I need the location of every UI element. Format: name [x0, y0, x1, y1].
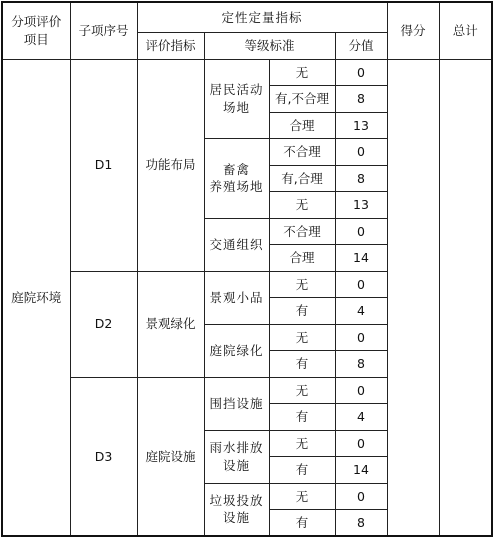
criterion-name: 围挡设施 [204, 377, 269, 430]
grade-level: 无 [269, 377, 335, 404]
grade-level: 无 [269, 59, 335, 86]
grade-points: 0 [335, 271, 387, 298]
total-cell [439, 59, 492, 536]
grade-level: 无 [269, 271, 335, 298]
grade-points: 0 [335, 59, 387, 86]
grade-level: 无 [269, 324, 335, 351]
grade-level: 合理 [269, 112, 335, 139]
header-indicator: 评价指标 [137, 32, 204, 59]
grade-points: 0 [335, 218, 387, 245]
header-total: 总计 [439, 2, 492, 59]
header-category: 分项评价 项目 [2, 2, 70, 59]
grade-points: 8 [335, 351, 387, 378]
grade-points: 8 [335, 86, 387, 113]
header-grade-standard: 等级标准 [204, 32, 335, 59]
header-score: 得分 [387, 2, 439, 59]
grade-level: 有 [269, 351, 335, 378]
grade-level: 有 [269, 510, 335, 537]
grade-level: 有 [269, 404, 335, 431]
grade-level: 有,合理 [269, 165, 335, 192]
header-points: 分值 [335, 32, 387, 59]
header-row [2, 2, 492, 32]
category-cell: 庭院环境 [2, 59, 70, 536]
grade-level: 有 [269, 457, 335, 484]
grade-points: 0 [335, 377, 387, 404]
grade-points: 0 [335, 324, 387, 351]
header-sub-no: 子项序号 [70, 2, 137, 59]
grade-points: 0 [335, 430, 387, 457]
grade-points: 0 [335, 483, 387, 510]
grade-points: 8 [335, 165, 387, 192]
table-header [2, 2, 492, 59]
grade-level: 不合理 [269, 218, 335, 245]
grade-level: 有 [269, 298, 335, 325]
grade-level: 无 [269, 483, 335, 510]
grade-level: 无 [269, 192, 335, 219]
criterion-name: 景观小品 [204, 271, 269, 324]
sub-item-indicator: 景观绿化 [137, 271, 204, 377]
grade-level: 合理 [269, 245, 335, 272]
table-row [2, 59, 492, 86]
grade-points: 13 [335, 192, 387, 219]
criterion-name: 交通组织 [204, 218, 269, 271]
sub-item-no: D2 [70, 271, 137, 377]
sub-item-indicator: 功能布局 [137, 59, 204, 271]
grade-points: 4 [335, 298, 387, 325]
grade-points: 0 [335, 139, 387, 166]
score-cell [387, 59, 439, 536]
grade-level: 有,不合理 [269, 86, 335, 113]
criterion-name: 居民活动 场地 [204, 59, 269, 139]
grade-points: 8 [335, 510, 387, 537]
table-body [2, 59, 492, 536]
grade-level: 不合理 [269, 139, 335, 166]
grade-level: 无 [269, 430, 335, 457]
sub-item-no: D1 [70, 59, 137, 271]
grade-points: 14 [335, 245, 387, 272]
criterion-name: 雨水排放 设施 [204, 430, 269, 483]
criterion-name: 垃圾投放 设施 [204, 483, 269, 536]
grade-points: 13 [335, 112, 387, 139]
criterion-name: 畜禽 养殖场地 [204, 139, 269, 219]
sub-item-no: D3 [70, 377, 137, 536]
evaluation-table [1, 1, 493, 537]
header-indicator-group: 定性定量指标 [137, 2, 387, 32]
sub-item-indicator: 庭院设施 [137, 377, 204, 536]
criterion-name: 庭院绿化 [204, 324, 269, 377]
grade-points: 4 [335, 404, 387, 431]
grade-points: 14 [335, 457, 387, 484]
